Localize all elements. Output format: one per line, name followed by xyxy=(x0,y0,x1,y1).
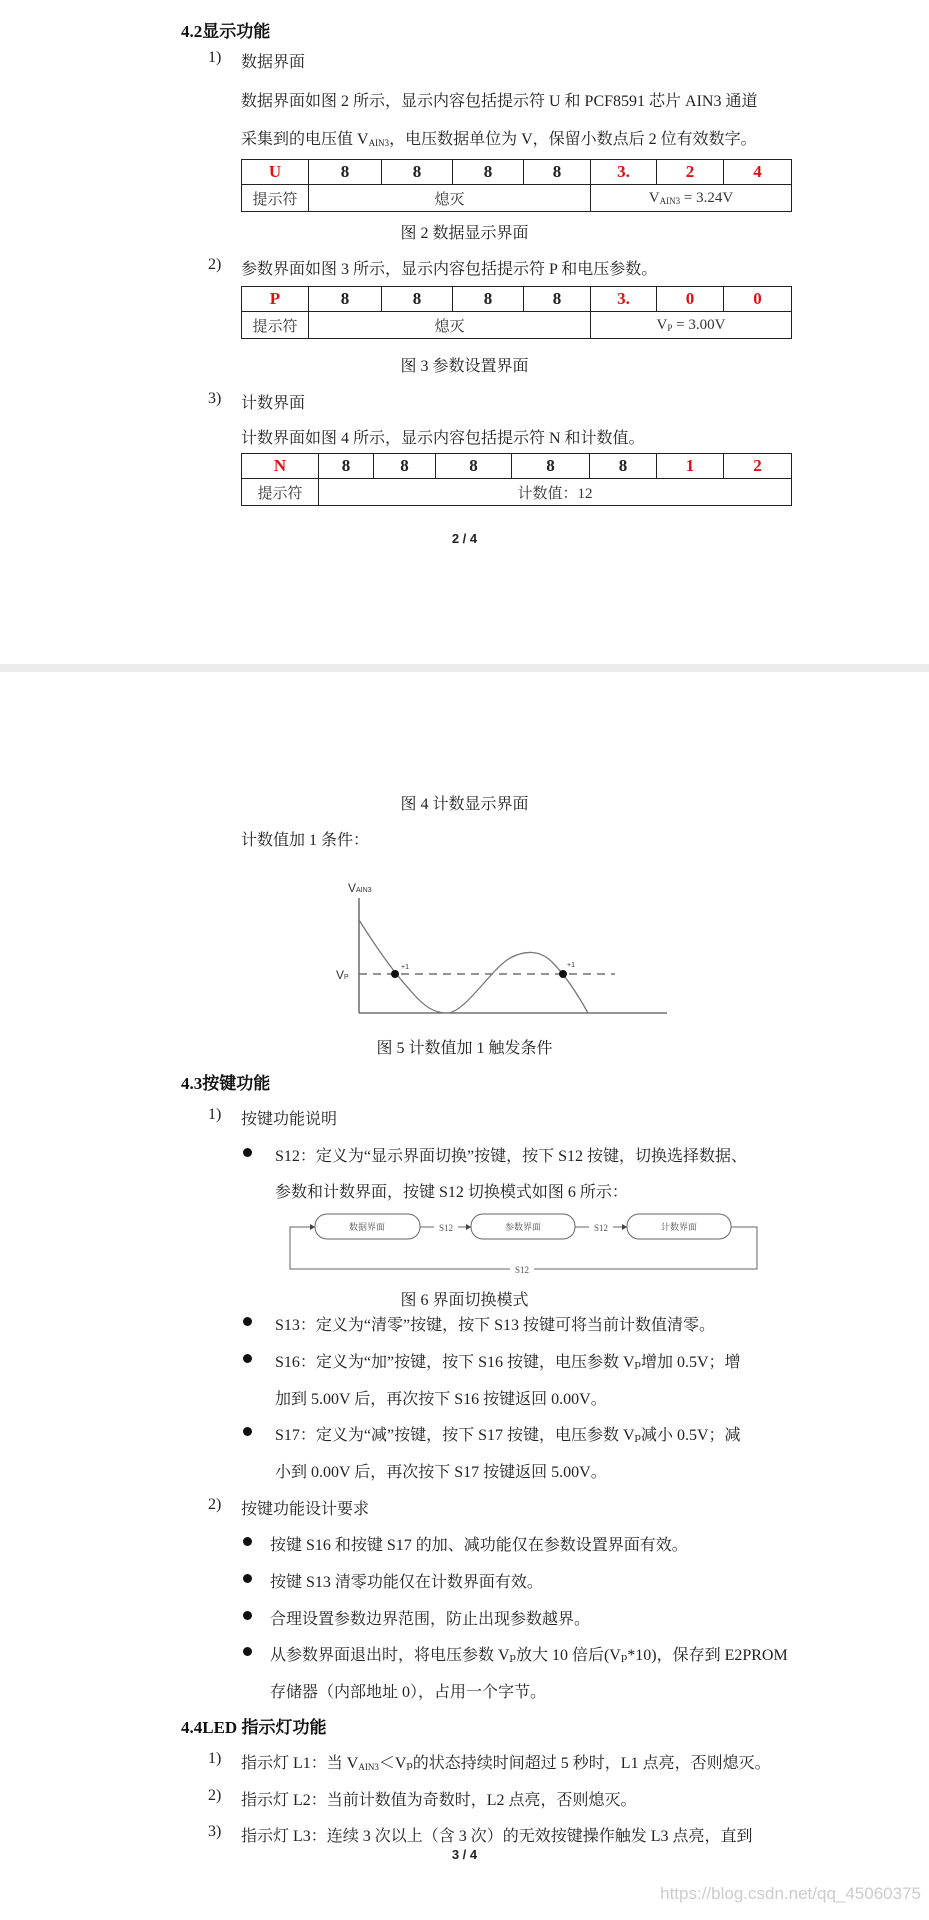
flow-box-label: 计数界面 xyxy=(660,1222,698,1232)
edge-label: S12 xyxy=(593,1223,609,1233)
bullet-icon xyxy=(243,1427,252,1436)
item-title: 按键功能设计要求 xyxy=(241,1501,370,1518)
digit-cell: 8 xyxy=(319,454,374,479)
digit-cell: 8 xyxy=(309,160,382,185)
y-axis-label: VAIN3 xyxy=(348,881,372,895)
section-heading-4-2: 4.2显示功能 xyxy=(181,22,271,41)
trigger-point xyxy=(391,970,399,978)
item-number: 2) xyxy=(208,256,222,273)
bullet-text: S12：定义为“显示界面切换”按键，按下 S12 按键，切换选择数据、 xyxy=(275,1148,748,1165)
paragraph: 数据界面如图 2 所示，显示内容包括提示符 U 和 PCF8591 芯片 AIN3 通道 xyxy=(241,93,758,110)
digit-cell: 0 xyxy=(724,287,792,312)
digit-cell: 8 xyxy=(309,287,382,312)
bullet-icon xyxy=(243,1574,252,1583)
digit-cell: 1 xyxy=(657,454,724,479)
led-text: 指示灯 L1：当 $V_{AIN3}<V_p$的状态持续时间超过 5 秒时，L1 点亮，否则熄灭。 xyxy=(241,1755,771,1772)
plus-one-label: +1 xyxy=(567,962,575,969)
digit-cell: 4 xyxy=(724,160,792,185)
digit-cell: 8 xyxy=(524,160,591,185)
item-text: 参数界面如图 3 所示，显示内容包括提示符 P 和电压参数。 xyxy=(241,261,658,278)
digit-cell: 8 xyxy=(436,454,512,479)
bullet-icon xyxy=(243,1647,252,1656)
bullet-text: 加到 5.00V 后，再次按下 S16 按键返回 0.00V。 xyxy=(275,1391,607,1408)
flow-box-label: 数据界面 xyxy=(348,1222,386,1232)
requirement-text: 合理设置参数边界范围，防止出现参数越界。 xyxy=(270,1611,591,1628)
digit-cell: N xyxy=(242,454,319,479)
plus-one-label: +1 xyxy=(401,964,409,971)
mode-switch-diagram xyxy=(290,1214,757,1275)
paragraph: 采集到的电压值 $V_{AIN3}$，电压数据单位为 V，保留小数点后 2 位有效数字。 xyxy=(241,131,757,148)
trigger-point xyxy=(559,970,567,978)
page-number: 2 / 4 xyxy=(451,531,478,546)
item-title: 数据界面 xyxy=(241,54,306,71)
watermark: https://blog.csdn.net/qq_45060375 xyxy=(660,1884,921,1903)
section-heading-4-3: 4.3按键功能 xyxy=(181,1074,271,1093)
item-title: 按键功能说明 xyxy=(241,1111,338,1128)
digit-cell: 8 xyxy=(382,160,453,185)
item-number: 2) xyxy=(208,1787,222,1804)
item-number: 3) xyxy=(208,390,222,407)
flow-arrows xyxy=(290,1227,757,1269)
value-cell: $V_P = 3.00V$ xyxy=(591,312,792,339)
digit-cell: 3. xyxy=(591,287,657,312)
digit-cell: 8 xyxy=(453,287,524,312)
requirement-text: 按键 S16 和按键 S17 的加、减功能仅在参数设置界面有效。 xyxy=(270,1537,688,1554)
label-cell: 提示符 xyxy=(242,312,309,339)
figure-caption: 图 5 计数值加 1 触发条件 xyxy=(376,1040,553,1057)
digit-cell: 8 xyxy=(453,160,524,185)
off-cell: 熄灭 xyxy=(309,312,591,339)
figure-caption: 图 3 参数设置界面 xyxy=(400,358,529,375)
off-cell: 熄灭 xyxy=(309,185,591,212)
value-cell: 计数值：12 xyxy=(319,479,792,506)
digit-cell: 8 xyxy=(524,287,591,312)
paragraph: 计数界面如图 4 所示，显示内容包括提示符 N 和计数值。 xyxy=(241,430,645,447)
flow-box-label: 参数界面 xyxy=(504,1222,542,1232)
page-number: 3 / 4 xyxy=(451,1847,478,1862)
digit-cell: 2 xyxy=(657,160,724,185)
digit-cell: 8 xyxy=(382,287,453,312)
item-number: 3) xyxy=(208,1823,222,1840)
bullet-text: S17：定义为“减”按键，按下 S17 按键，电压参数 Vₚ减小 0.5V；减 xyxy=(275,1427,741,1444)
digit-cell: 0 xyxy=(657,287,724,312)
label-cell: 提示符 xyxy=(242,185,309,212)
bullet-text: 小到 0.00V 后，再次按下 S17 按键返回 5.00V。 xyxy=(275,1464,607,1481)
figure-caption: 图 4 计数显示界面 xyxy=(400,796,529,813)
digit-cell: P xyxy=(242,287,309,312)
paragraph: 计数值加 1 条件： xyxy=(241,832,370,849)
led-text: 指示灯 L2：当前计数值为奇数时，L2 点亮，否则熄灭。 xyxy=(241,1792,637,1809)
digit-cell: 3. xyxy=(591,160,657,185)
figure-caption: 图 6 界面切换模式 xyxy=(400,1292,529,1309)
vp-label: VP xyxy=(336,968,349,982)
digit-cell: 2 xyxy=(724,454,792,479)
requirement-text: 按键 S13 清零功能仅在计数界面有效。 xyxy=(270,1574,543,1591)
requirement-text: 从参数界面退出时，将电压参数 Vₚ放大 10 倍后(Vₚ*10)，保存到 E2PROM xyxy=(270,1647,788,1664)
section-heading-4-4: 4.4LED 指示灯功能 xyxy=(181,1718,327,1737)
bullet-icon xyxy=(243,1537,252,1546)
digit-cell: U xyxy=(242,160,309,185)
edge-label: S12 xyxy=(514,1265,530,1275)
voltage-curve xyxy=(359,920,588,1013)
item-number: 1) xyxy=(208,1750,222,1767)
label-cell: 提示符 xyxy=(242,479,319,506)
requirement-text: 存储器（内部地址 0），占用一个字节。 xyxy=(270,1684,547,1701)
figure-caption: 图 2 数据显示界面 xyxy=(400,225,529,242)
bullet-text: S16：定义为“加”按键，按下 S16 按键，电压参数 Vₚ增加 0.5V；增 xyxy=(275,1354,741,1371)
item-title: 计数界面 xyxy=(241,395,306,412)
edge-label: S12 xyxy=(438,1223,454,1233)
value-cell: $V_{AIN3} = 3.24V$ xyxy=(591,185,792,212)
bullet-icon xyxy=(243,1148,252,1157)
bullet-text: 参数和计数界面，按键 S12 切换模式如图 6 所示： xyxy=(275,1184,628,1201)
digit-cell: 8 xyxy=(512,454,590,479)
digit-cell: 8 xyxy=(590,454,657,479)
led-text: 指示灯 L3：连续 3 次以上（含 3 次）的无效按键操作触发 L3 点亮，直到 xyxy=(241,1828,753,1845)
item-number: 1) xyxy=(208,49,222,66)
digit-cell: 8 xyxy=(374,454,436,479)
item-number: 1) xyxy=(208,1106,222,1123)
bullet-icon xyxy=(243,1317,252,1326)
bullet-icon xyxy=(243,1354,252,1363)
bullet-text: S13：定义为“清零”按键，按下 S13 按键可将当前计数值清零。 xyxy=(275,1317,716,1334)
bullet-icon xyxy=(243,1611,252,1620)
item-number: 2) xyxy=(208,1496,222,1513)
